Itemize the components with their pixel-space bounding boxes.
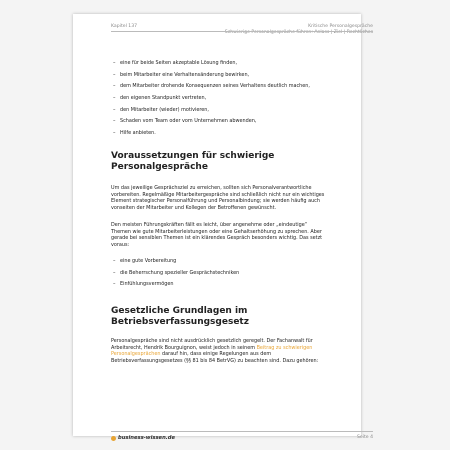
heading-line: Voraussetzungen für schwierige bbox=[111, 151, 275, 161]
section1-paragraph-2 bbox=[111, 222, 373, 248]
heading-line: Betriebsverfassungsgesetz bbox=[111, 317, 249, 327]
list-item: – dem Mitarbeiter drohende Konsequenzen seines Verhaltens deutlich machen, bbox=[111, 83, 373, 89]
intro-bullet-list bbox=[111, 60, 373, 136]
section-voraussetzungen bbox=[111, 151, 373, 173]
bullet-list bbox=[111, 258, 373, 287]
list-item: – den Mitarbeiter (wieder) motivieren, bbox=[111, 107, 373, 113]
section1-bullets bbox=[111, 258, 373, 293]
page-number: Seite 4 bbox=[356, 435, 373, 440]
header-title: Kritische Personalgespräche bbox=[308, 24, 373, 29]
list-item: – eine für beide Seiten akzeptable Lösung finden, bbox=[111, 60, 373, 66]
list-item: – die Beherrschung spezieller Gesprächstechniken bbox=[111, 270, 373, 276]
paragraph bbox=[111, 185, 373, 211]
header-subtitle: Schwierige Personalgespräche führen: Anlass | Ziel | Rechtliches bbox=[224, 30, 373, 35]
section-heading bbox=[111, 151, 373, 173]
list-item: – beim Mitarbeiter eine Verhaltensänderung bewirken, bbox=[111, 72, 373, 78]
footer-divider bbox=[111, 431, 373, 432]
intro-section bbox=[111, 60, 373, 142]
section-gesetzliche-grundlagen bbox=[111, 306, 373, 328]
paragraph bbox=[111, 338, 373, 364]
list-item: – eine gute Vorbereitung bbox=[111, 258, 373, 264]
text-line: voraus: bbox=[111, 241, 130, 248]
list-item: – den eigenen Standpunkt vertreten, bbox=[111, 95, 373, 101]
text-line: Themen wie gute Mitarbeiterleistungen oder eine Gehaltserhöhung zu sprechen. Aber bbox=[111, 228, 322, 235]
article-link[interactable]: Beitrag zu schwierigen bbox=[256, 344, 313, 351]
header-titles bbox=[225, 24, 373, 36]
document-page bbox=[73, 14, 373, 441]
text-line: vorbereiten. Regelmäßige Mitarbeitergespräche sind schließlich nicht nur ein wichtiges bbox=[111, 191, 325, 198]
text-line: Den meisten Führungskräften fällt es leicht, über angenehme oder „eindeutige“ bbox=[111, 222, 308, 228]
text-line: Element strategischer Personalführung und Personalbindung; sie werden häufig auch bbox=[111, 198, 320, 205]
logo-text: business-wissen.de bbox=[118, 435, 175, 441]
chapter-label: Kapitel 137 bbox=[111, 24, 138, 29]
list-item: – Schaden vom Team oder vom Unternehmen abwenden, bbox=[111, 118, 373, 124]
article-link[interactable]: Personalgesprächen bbox=[111, 351, 161, 358]
section2-paragraph bbox=[111, 338, 373, 364]
list-item: – Hilfe anbieten. bbox=[111, 130, 373, 136]
heading-line: Gesetzliche Grundlagen im bbox=[111, 306, 248, 316]
section-heading bbox=[111, 306, 373, 328]
paragraph bbox=[111, 222, 373, 248]
text-line: Um das jeweilige Gesprächsziel zu erreichen, sollten sich Personalverantwortliche bbox=[111, 185, 312, 191]
list-item: – Einfühlungsvermögen bbox=[111, 281, 373, 287]
text-line: Arbeitsrecht, Hendrik Bourguignon, weist jedoch in seinem bbox=[111, 344, 257, 351]
text-line: vonseiten der Mitarbeiter und Kollegen der Betroffenen gewünscht. bbox=[111, 204, 277, 211]
header-divider bbox=[111, 31, 373, 32]
text-line: darauf hin, dass einige Regelungen aus dem bbox=[160, 351, 272, 358]
heading-line: Personalgespräche bbox=[111, 162, 208, 172]
text-line: Betriebsverfassungsgesetzes (§§ 81 bis 84 BetrVG) zu beachten sind. Dazu gehören: bbox=[111, 357, 319, 364]
section1-paragraph-1 bbox=[111, 185, 373, 211]
text-line: gerade bei sensiblen Themen ist ein klärendes Gespräch besonders wichtig. Das setzt bbox=[111, 235, 323, 242]
text-line: Personalgespräche sind nicht ausdrücklich gesetzlich geregelt. Der Fachanwalt für bbox=[111, 338, 313, 344]
